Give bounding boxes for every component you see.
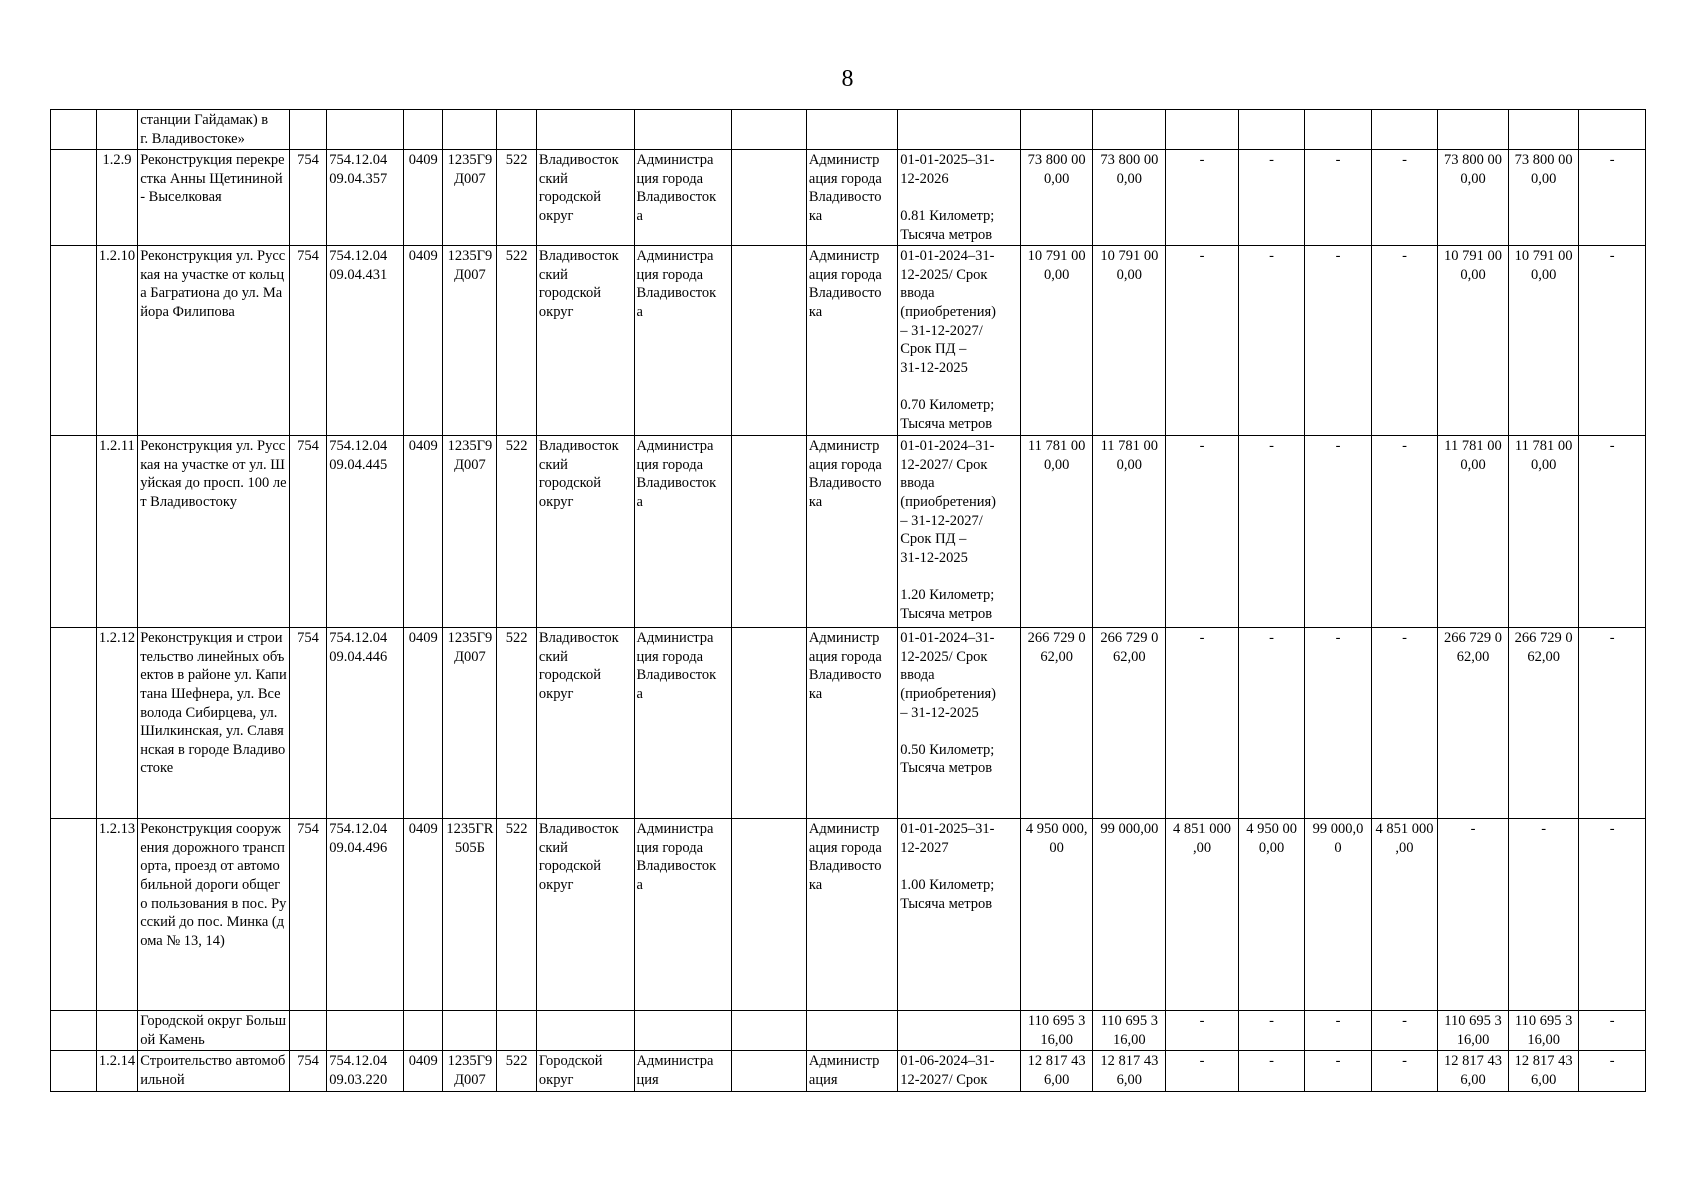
cell-amount-7: 11 781 00 0,00 <box>1438 436 1509 628</box>
cell-expense-type: 522 <box>497 628 536 819</box>
cell-amount-2: 11 781 00 0,00 <box>1093 436 1166 628</box>
cell-index: 1.2.10 <box>96 246 138 436</box>
table-row <box>51 1051 1646 1091</box>
cell-object-code <box>327 110 404 150</box>
cell-municipality <box>536 110 634 150</box>
cell-amount-8: 11 781 00 0,00 <box>1508 436 1579 628</box>
cell-amount-8: 110 695 3 16,00 <box>1508 1011 1579 1051</box>
cell-expense-type: 522 <box>497 246 536 436</box>
cell-amount-9: - <box>1579 150 1646 246</box>
cell-target-article: 1235Г9 Д007 <box>443 150 497 246</box>
cell-customer: Администра ция города Владивосток а <box>634 819 732 1011</box>
cell-amount-8 <box>1508 110 1579 150</box>
cell-amount-7: - <box>1438 819 1509 1011</box>
cell-section: 0409 <box>404 150 443 246</box>
cell-section: 0409 <box>404 1051 443 1091</box>
cell-customer: Администра ция города Владивосток а <box>634 628 732 819</box>
cell-expense-type: 522 <box>497 1051 536 1091</box>
cell-section <box>404 110 443 150</box>
cell-amount-2: 266 729 0 62,00 <box>1093 628 1166 819</box>
cell-period-capacity <box>898 1011 1021 1051</box>
cell-period-capacity: 01-01-2025–31- 12-2026 0.81 Километр; Тысяча метров <box>898 150 1021 246</box>
cell-amount-5 <box>1305 110 1371 150</box>
cell-amount-5: - <box>1305 1011 1371 1051</box>
cell-empty <box>732 628 807 819</box>
cell-amount-2 <box>1093 110 1166 150</box>
cell-amount-5: - <box>1305 436 1371 628</box>
cell-amount-3 <box>1166 110 1239 150</box>
cell-amount-6: 4 851 000 ,00 <box>1371 819 1437 1011</box>
cell-amount-3: - <box>1166 628 1239 819</box>
cell-total-cost: 266 729 0 62,00 <box>1020 628 1093 819</box>
cell-customer <box>634 110 732 150</box>
table-row <box>51 1011 1646 1051</box>
cell-amount-9: - <box>1579 246 1646 436</box>
table-row <box>51 110 1646 150</box>
cell-empty <box>732 246 807 436</box>
table-row <box>51 150 1646 246</box>
cell-section: 0409 <box>404 628 443 819</box>
cell-grbs-code: 754 <box>289 436 326 628</box>
cell-municipality: Владивосток ский городской округ <box>536 819 634 1011</box>
cell-blank <box>51 1051 97 1091</box>
cell-amount-6: - <box>1371 150 1437 246</box>
cell-index: 1.2.9 <box>96 150 138 246</box>
cell-object-code: 754.12.04 09.04.445 <box>327 436 404 628</box>
cell-period-capacity: 01-01-2024–31- 12-2025/ Срок ввода (приобретения) – 31-12-2025 0.50 Километр; Тысяча метров <box>898 628 1021 819</box>
cell-blank <box>51 1011 97 1051</box>
cell-municipality: Владивосток ский городской округ <box>536 628 634 819</box>
cell-municipality: Владивосток ский городской округ <box>536 246 634 436</box>
cell-section: 0409 <box>404 819 443 1011</box>
cell-total-cost: 73 800 00 0,00 <box>1020 150 1093 246</box>
cell-period-capacity: 01-01-2024–31- 12-2025/ Срок ввода (приобретения) – 31-12-2027/ Срок ПД – 31-12-2025 0.70 Километр; Тысяча метров <box>898 246 1021 436</box>
cell-amount-4: - <box>1238 436 1304 628</box>
cell-amount-9: - <box>1579 1011 1646 1051</box>
cell-index: 1.2.11 <box>96 436 138 628</box>
cell-grbs-code: 754 <box>289 150 326 246</box>
cell-amount-9: - <box>1579 628 1646 819</box>
cell-expense-type: 522 <box>497 819 536 1011</box>
cell-customer: Администра ция города Владивосток а <box>634 246 732 436</box>
cell-amount-7 <box>1438 110 1509 150</box>
cell-customer: Администра ция <box>634 1051 732 1091</box>
cell-object-name: Строительство автомобильной <box>138 1051 290 1091</box>
cell-expense-type: 522 <box>497 436 536 628</box>
cell-object-name: станции Гайдамак) в г. Владивостоке» <box>138 110 290 150</box>
cell-empty <box>732 1051 807 1091</box>
cell-amount-8: 266 729 0 62,00 <box>1508 628 1579 819</box>
cell-object-code: 754.12.04 09.03.220 <box>327 1051 404 1091</box>
cell-amount-5: - <box>1305 1051 1371 1091</box>
cell-empty <box>732 436 807 628</box>
cell-object-name: Реконструкция сооружения дорожного транспорта, проезд от автомобильной дороги общего пользования в пос. Русский до пос. Минка (дома № 13, 14) <box>138 819 290 1011</box>
cell-total-cost: 110 695 3 16,00 <box>1020 1011 1093 1051</box>
cell-grbs-code: 754 <box>289 246 326 436</box>
cell-amount-8: 10 791 00 0,00 <box>1508 246 1579 436</box>
cell-amount-6: - <box>1371 436 1437 628</box>
cell-object-code: 754.12.04 09.04.431 <box>327 246 404 436</box>
cell-amount-6 <box>1371 110 1437 150</box>
cell-blank <box>51 150 97 246</box>
cell-target-article: 1235Г9 Д007 <box>443 1051 497 1091</box>
cell-index: 1.2.13 <box>96 819 138 1011</box>
cell-amount-3: - <box>1166 436 1239 628</box>
cell-period-capacity: 01-01-2024–31- 12-2027/ Срок ввода (приобретения) – 31-12-2027/ Срок ПД – 31-12-2025 1.20 Километр; Тысяча метров <box>898 436 1021 628</box>
cell-amount-4: - <box>1238 1051 1304 1091</box>
table-row <box>51 246 1646 436</box>
cell-amount-2: 99 000,00 <box>1093 819 1166 1011</box>
cell-municipality: Владивосток ский городской округ <box>536 150 634 246</box>
cell-total-cost: 11 781 00 0,00 <box>1020 436 1093 628</box>
cell-section <box>404 1011 443 1051</box>
cell-amount-2: 10 791 00 0,00 <box>1093 246 1166 436</box>
cell-index: 1.2.14 <box>96 1051 138 1091</box>
cell-empty <box>732 1011 807 1051</box>
cell-amount-4: - <box>1238 246 1304 436</box>
cell-total-cost: 10 791 00 0,00 <box>1020 246 1093 436</box>
cell-expense-type <box>497 110 536 150</box>
cell-blank <box>51 436 97 628</box>
cell-total-cost <box>1020 110 1093 150</box>
cell-object-name: Реконструкция ул. Русская на участке от ул. Шуйская до просп. 100 лет Владивостоку <box>138 436 290 628</box>
cell-amount-6: - <box>1371 628 1437 819</box>
cell-amount-8: 12 817 43 6,00 <box>1508 1051 1579 1091</box>
cell-expense-type <box>497 1011 536 1051</box>
cell-amount-5: - <box>1305 150 1371 246</box>
cell-executor: Администр ация города Владивосто ка <box>806 150 897 246</box>
cell-blank <box>51 246 97 436</box>
budget-table <box>50 109 1646 1092</box>
cell-executor <box>806 1011 897 1051</box>
cell-blank <box>51 110 97 150</box>
cell-object-name: Реконструкция ул. Русская на участке от кольца Багратиона до ул. Майора Филипова <box>138 246 290 436</box>
cell-executor: Администр ация города Владивосто ка <box>806 819 897 1011</box>
cell-object-name: Реконструкция перекрестка Анны Щетининой - Выселковая <box>138 150 290 246</box>
cell-grbs-code: 754 <box>289 819 326 1011</box>
cell-executor: Администр ация города Владивосто ка <box>806 436 897 628</box>
cell-blank <box>51 819 97 1011</box>
cell-grbs-code: 754 <box>289 628 326 819</box>
cell-amount-7: 10 791 00 0,00 <box>1438 246 1509 436</box>
cell-amount-3: - <box>1166 1051 1239 1091</box>
cell-executor: Администр ация города Владивосто ка <box>806 246 897 436</box>
cell-amount-5: - <box>1305 628 1371 819</box>
cell-amount-7: 73 800 00 0,00 <box>1438 150 1509 246</box>
cell-object-name: Городской округ Большой Камень <box>138 1011 290 1051</box>
cell-amount-9: - <box>1579 1051 1646 1091</box>
cell-amount-6: - <box>1371 1051 1437 1091</box>
cell-amount-3: 4 851 000 ,00 <box>1166 819 1239 1011</box>
cell-section: 0409 <box>404 246 443 436</box>
cell-amount-4: 4 950 00 0,00 <box>1238 819 1304 1011</box>
cell-amount-5: - <box>1305 246 1371 436</box>
cell-amount-9: - <box>1579 819 1646 1011</box>
cell-empty <box>732 819 807 1011</box>
cell-target-article <box>443 110 497 150</box>
cell-object-code: 754.12.04 09.04.496 <box>327 819 404 1011</box>
cell-amount-3: - <box>1166 246 1239 436</box>
cell-municipality: Владивосток ский городской округ <box>536 436 634 628</box>
cell-amount-4: - <box>1238 150 1304 246</box>
cell-amount-5: 99 000,0 0 <box>1305 819 1371 1011</box>
cell-amount-2: 73 800 00 0,00 <box>1093 150 1166 246</box>
cell-section: 0409 <box>404 436 443 628</box>
cell-index: 1.2.12 <box>96 628 138 819</box>
cell-amount-8: 73 800 00 0,00 <box>1508 150 1579 246</box>
table-row <box>51 628 1646 819</box>
cell-amount-4 <box>1238 110 1304 150</box>
cell-executor: Администр ация города Владивосто ка <box>806 628 897 819</box>
cell-amount-4: - <box>1238 628 1304 819</box>
cell-amount-6: - <box>1371 246 1437 436</box>
cell-amount-6: - <box>1371 1011 1437 1051</box>
cell-index <box>96 1011 138 1051</box>
cell-amount-7: 12 817 43 6,00 <box>1438 1051 1509 1091</box>
cell-expense-type: 522 <box>497 150 536 246</box>
cell-empty <box>732 150 807 246</box>
cell-grbs-code <box>289 1011 326 1051</box>
table-row <box>51 819 1646 1011</box>
cell-municipality <box>536 1011 634 1051</box>
cell-object-code: 754.12.04 09.04.357 <box>327 150 404 246</box>
cell-customer: Администра ция города Владивосток а <box>634 150 732 246</box>
cell-executor: Администр ация <box>806 1051 897 1091</box>
cell-total-cost: 12 817 43 6,00 <box>1020 1051 1093 1091</box>
cell-amount-3: - <box>1166 150 1239 246</box>
cell-empty <box>732 110 807 150</box>
cell-period-capacity <box>898 110 1021 150</box>
cell-period-capacity: 01-01-2025–31- 12-2027 1.00 Километр; Тысяча метров <box>898 819 1021 1011</box>
cell-index <box>96 110 138 150</box>
cell-customer <box>634 1011 732 1051</box>
cell-amount-2: 110 695 3 16,00 <box>1093 1011 1166 1051</box>
cell-executor <box>806 110 897 150</box>
cell-target-article: 1235Г9 Д007 <box>443 246 497 436</box>
table-row <box>51 436 1646 628</box>
cell-target-article: 1235Г9 Д007 <box>443 628 497 819</box>
cell-grbs-code <box>289 110 326 150</box>
cell-amount-8: - <box>1508 819 1579 1011</box>
cell-customer: Администра ция города Владивосток а <box>634 436 732 628</box>
cell-total-cost: 4 950 000, 00 <box>1020 819 1093 1011</box>
cell-amount-3: - <box>1166 1011 1239 1051</box>
cell-object-name: Реконструкция и строительство линейных объектов в районе ул. Капитана Шефнера, ул. Всеволода Сибирцева, ул. Шилкинская, ул. Славянская в городе Владивостоке <box>138 628 290 819</box>
cell-grbs-code: 754 <box>289 1051 326 1091</box>
cell-amount-4: - <box>1238 1011 1304 1051</box>
cell-object-code: 754.12.04 09.04.446 <box>327 628 404 819</box>
cell-municipality: Городской округ <box>536 1051 634 1091</box>
cell-period-capacity: 01-06-2024–31- 12-2027/ Срок <box>898 1051 1021 1091</box>
cell-object-code <box>327 1011 404 1051</box>
cell-target-article: 1235ГR 505Б <box>443 819 497 1011</box>
page-number: 8 <box>841 66 854 92</box>
cell-amount-2: 12 817 43 6,00 <box>1093 1051 1166 1091</box>
cell-target-article <box>443 1011 497 1051</box>
cell-amount-7: 266 729 0 62,00 <box>1438 628 1509 819</box>
cell-amount-9 <box>1579 110 1646 150</box>
cell-blank <box>51 628 97 819</box>
cell-amount-9: - <box>1579 436 1646 628</box>
cell-target-article: 1235Г9 Д007 <box>443 436 497 628</box>
cell-amount-7: 110 695 3 16,00 <box>1438 1011 1509 1051</box>
